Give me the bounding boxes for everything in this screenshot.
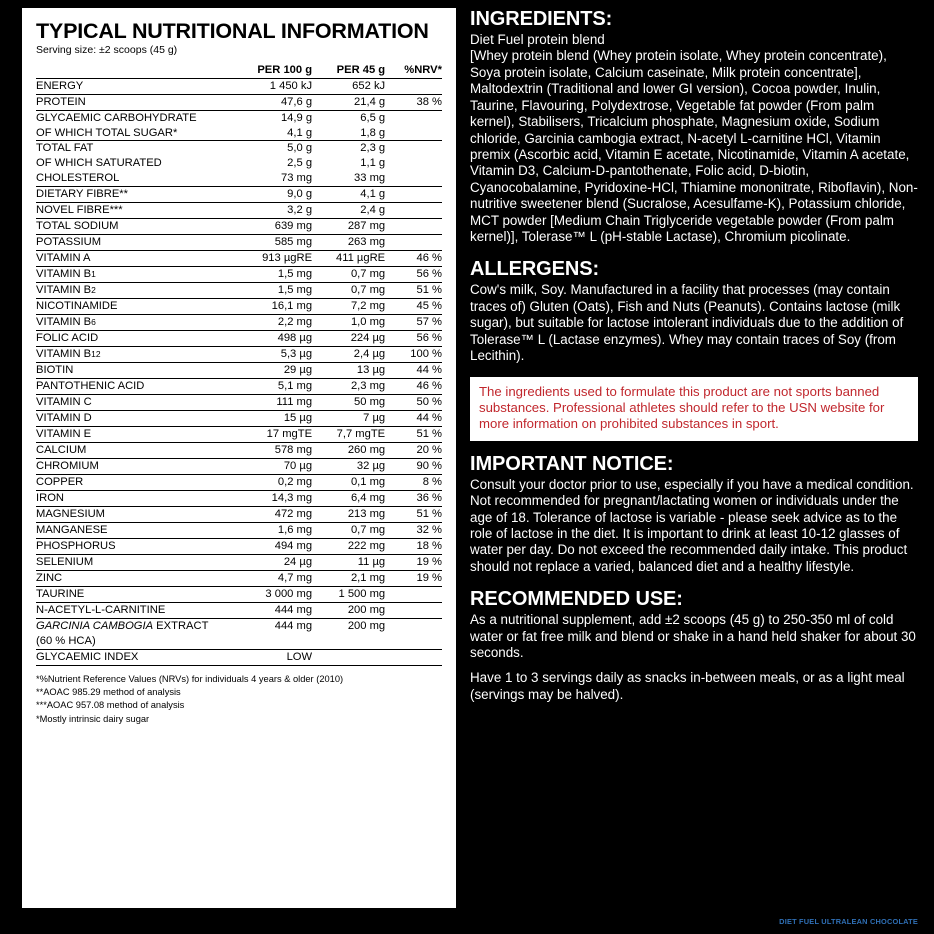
value-per-45g: 6,4 mg: [312, 491, 385, 507]
value-per-45g: 2,1 mg: [312, 571, 385, 587]
footnote-3: ***AOAC 957.08 method of analysis: [36, 700, 185, 711]
recommended-use-section: [470, 588, 918, 703]
value-nrv: 56 %: [385, 267, 442, 283]
value-nrv: [385, 219, 442, 235]
value-per-45g: 32 µg: [312, 459, 385, 475]
value-per-100g: 585 mg: [231, 235, 312, 251]
nutrient-name: VITAMIN E: [36, 427, 231, 443]
value-per-100g: 1 450 kJ: [231, 78, 312, 94]
value-nrv: [385, 141, 442, 156]
value-per-100g: 578 mg: [231, 443, 312, 459]
allergens-body: Cow's milk, Soy. Manufactured in a facility that processes (may contain traces of) Gluten (Oats), Fish and Nuts (Peanuts). Contains lactose (milk sugar), but suitable for lactose intolerant individuals due to the addition of Tolerase™ L (Lactase enzymes). Whey may contain traces of Soy (from Lecithin).: [470, 282, 904, 364]
value-per-45g: 2,4 g: [312, 203, 385, 219]
nutrient-name: PHOSPHORUS: [36, 539, 231, 555]
footnotes: [36, 673, 442, 726]
banned-substances-notice: [470, 377, 918, 441]
footnote-2: **AOAC 985.29 method of analysis: [36, 687, 181, 698]
value-per-45g: 2,4 µg: [312, 347, 385, 363]
table-row: [36, 283, 442, 299]
nutrient-name: FOLIC ACID: [36, 331, 231, 347]
table-row: [36, 126, 442, 141]
value-nrv: [385, 78, 442, 94]
value-per-100g: 9,0 g: [231, 187, 312, 203]
value-per-100g: 5,3 µg: [231, 347, 312, 363]
value-per-100g: 444 mg: [231, 603, 312, 619]
value-nrv: 36 %: [385, 491, 442, 507]
nutrient-name: DIETARY FIBRE**: [36, 187, 231, 203]
nutrient-name: BIOTIN: [36, 363, 231, 379]
value-nrv: 46 %: [385, 379, 442, 395]
nutrient-name: MANGANESE: [36, 523, 231, 539]
nutrient-name: CHOLESTEROL: [36, 171, 231, 186]
allergens-section: [470, 258, 918, 364]
value-per-45g: 2,3 mg: [312, 379, 385, 395]
value-nrv: [385, 110, 442, 125]
value-per-100g: 47,6 g: [231, 94, 312, 110]
ingredients-subline: Diet Fuel protein blend: [470, 32, 605, 47]
value-per-100g: 1,5 mg: [231, 283, 312, 299]
table-row: [36, 251, 442, 267]
table-row: [36, 203, 442, 219]
value-per-100g: LOW: [231, 649, 312, 665]
nutrient-name: NOVEL FIBRE***: [36, 203, 231, 219]
table-row: [36, 491, 442, 507]
recommended-use-para-2: Have 1 to 3 servings daily as snacks in-between meals, or as a light meal (servings may be halved).: [470, 670, 905, 702]
table-row: [36, 427, 442, 443]
value-nrv: 46 %: [385, 251, 442, 267]
nutrient-name: VITAMIN B1: [36, 267, 231, 283]
nutrient-name: CHROMIUM: [36, 459, 231, 475]
value-per-45g: 260 mg: [312, 443, 385, 459]
value-nrv: [385, 126, 442, 141]
value-per-45g: 11 µg: [312, 555, 385, 571]
table-row: [36, 219, 442, 235]
col-header-name: [36, 63, 231, 78]
value-per-45g: 21,4 g: [312, 94, 385, 110]
table-row: [36, 395, 442, 411]
table-row: [36, 523, 442, 539]
value-per-100g: 2,2 mg: [231, 315, 312, 331]
product-code-footer: DIET FUEL ULTRALEAN CHOCOLATE: [779, 917, 918, 926]
value-per-45g: 0,1 mg: [312, 475, 385, 491]
value-nrv: 90 %: [385, 459, 442, 475]
table-row: [36, 331, 442, 347]
value-per-100g: 29 µg: [231, 363, 312, 379]
value-per-45g: 1,8 g: [312, 126, 385, 141]
table-row: [36, 539, 442, 555]
value-per-100g: 111 mg: [231, 395, 312, 411]
value-per-45g: 222 mg: [312, 539, 385, 555]
recommended-use-para-1: As a nutritional supplement, add ±2 scoops (45 g) to 250-350 ml of cold water or fat free milk and blend or shake in a hand held shaker for about 30 seconds.: [470, 612, 916, 661]
value-nrv: 51 %: [385, 507, 442, 523]
value-nrv: 51 %: [385, 283, 442, 299]
value-per-100g: 472 mg: [231, 507, 312, 523]
value-per-100g: 444 mg: [274, 620, 313, 633]
value-nrv: 32 %: [385, 523, 442, 539]
value-per-45g: 2,3 g: [360, 142, 386, 155]
nutrition-title: TYPICAL NUTRITIONAL INFORMATION: [36, 19, 429, 43]
nutrient-name: CALCIUM: [36, 443, 231, 459]
important-notice-heading: IMPORTANT NOTICE:: [470, 452, 674, 475]
table-row: [36, 110, 442, 125]
ingredients-section: [470, 8, 918, 245]
value-nrv: [385, 587, 442, 603]
value-nrv: [385, 649, 442, 665]
table-row: [36, 315, 442, 331]
table-row: [36, 555, 442, 571]
table-row: [36, 571, 442, 587]
table-row: [36, 363, 442, 379]
table-row: [36, 379, 442, 395]
value-nrv: [385, 603, 442, 619]
value-per-45g: 200 mg: [347, 620, 386, 633]
value-per-100g: 5,0 g: [287, 142, 313, 155]
value-per-100g: 73 mg: [231, 171, 312, 186]
value-per-45g: 1,0 mg: [312, 315, 385, 331]
nutrient-name: VITAMIN A: [36, 251, 231, 267]
value-per-100g: 70 µg: [231, 459, 312, 475]
nutrient-name: GLYCAEMIC INDEX: [36, 649, 231, 665]
value-nrv: [385, 171, 442, 186]
value-per-45g: 1,1 g: [360, 157, 386, 170]
value-nrv: 45 %: [385, 299, 442, 315]
value-nrv: 51 %: [385, 427, 442, 443]
table-row: [36, 603, 442, 619]
nutrient-name: VITAMIN B12: [36, 347, 231, 363]
value-nrv: 20 %: [385, 443, 442, 459]
important-notice-section: [470, 453, 918, 576]
value-nrv: 38 %: [385, 94, 442, 110]
table-row: [36, 347, 442, 363]
value-per-100g: 16,1 mg: [231, 299, 312, 315]
table-row: [36, 619, 442, 634]
table-row: [36, 411, 442, 427]
value-nrv: 19 %: [385, 571, 442, 587]
value-per-100g: 4,7 mg: [231, 571, 312, 587]
nutrient-name: TAURINE: [36, 587, 231, 603]
value-per-100g: 913 µgRE: [231, 251, 312, 267]
value-per-100g: [231, 634, 312, 649]
nutrient-name: COPPER: [36, 475, 231, 491]
nutrition-table-body: [36, 78, 442, 665]
value-nrv: 8 %: [385, 475, 442, 491]
value-per-100g: 2,5 g: [287, 157, 313, 170]
nutrient-name: ZINC: [36, 571, 231, 587]
value-nrv: [385, 156, 442, 171]
value-per-45g: 33 mg: [312, 171, 385, 186]
serving-size: Serving size: ±2 scoops (45 g): [36, 43, 178, 56]
value-per-45g: 7 µg: [312, 411, 385, 427]
col-header-per100: PER 100 g: [231, 63, 312, 78]
table-row: [36, 187, 442, 203]
value-nrv: [385, 634, 442, 649]
nutrient-name: N-ACETYL-L-CARNITINE: [36, 603, 231, 619]
table-row: [36, 171, 442, 186]
value-per-100g: 14,3 mg: [231, 491, 312, 507]
nutrient-name: OF WHICH SATURATED: [36, 157, 162, 170]
nutrient-name: GARCINIA CAMBOGIA EXTRACT: [36, 620, 209, 633]
recommended-use-heading: RECOMMENDED USE:: [470, 588, 683, 611]
ingredients-heading: INGREDIENTS:: [470, 8, 613, 30]
nutrient-name: POTASSIUM: [36, 235, 231, 251]
table-row: [36, 475, 442, 491]
value-nrv: [385, 187, 442, 203]
value-per-45g: [312, 649, 385, 665]
value-nrv: [385, 619, 442, 634]
nutrient-name: TOTAL FAT: [36, 142, 94, 155]
nutrient-name: GLYCAEMIC CARBOHYDRATE: [36, 111, 197, 124]
value-per-45g: 7,2 mg: [312, 299, 385, 315]
nutrient-name: (60 % HCA): [36, 634, 231, 649]
value-per-100g: 494 mg: [231, 539, 312, 555]
table-row: [36, 634, 442, 649]
value-per-45g: 224 µg: [312, 331, 385, 347]
nutrient-name: ENERGY: [36, 78, 231, 94]
value-per-100g: 15 µg: [231, 411, 312, 427]
allergens-heading: ALLERGENS:: [470, 258, 600, 281]
value-per-100g: 3,2 g: [231, 203, 312, 219]
nutrition-panel: [22, 8, 456, 908]
value-per-100g: 17 mgTE: [231, 427, 312, 443]
value-nrv: 100 %: [385, 347, 442, 363]
ingredients-body: [Whey protein blend (Whey protein isolate, Whey protein concentrate), Soya protein isolate, Calcium caseinate, Milk protein concentrate], Maltodextrin (Traditional and lower GI version), Cocoa powder, Inulin, Taurine, Flavouring, Polydextrose, Vegetable fat powder (From palm kernel), Stabilisers, Tricalcium phosphate, Magnesium oxide, Sodium chloride, Garcinia cambogia extract, N-acetyl L-carnitine HCl, Vitamin premix (Ascorbic acid, Vitamin E acetate, Nicotinamide, Vitamin A acetate, Vitamin D3, Calcium-D-pantothenate, Folic acid, D-biotin, Cyanocobalamine, Pyridoxine-HCl, Thiamine mononitrate, Riboflavin), Non-nutritive sweetener blend (Sucralose, Acesulfame-K), Potassium chloride, MCT powder [Medium Chain Triglyceride vegetable powder (From palm kernel)], Tolerase™ L (pH-stable Lactase), Chromium picolinate.: [470, 48, 918, 245]
value-per-45g: 7,7 mgTE: [312, 427, 385, 443]
value-nrv: 57 %: [385, 315, 442, 331]
nutrient-name: TOTAL SODIUM: [36, 219, 231, 235]
table-row: [36, 443, 442, 459]
value-per-100g: 498 µg: [231, 331, 312, 347]
table-row: [36, 507, 442, 523]
table-row: [36, 235, 442, 251]
value-per-45g: 50 mg: [312, 395, 385, 411]
value-nrv: [385, 235, 442, 251]
value-per-100g: 0,2 mg: [231, 475, 312, 491]
important-notice-body: Consult your doctor prior to use, especially if you have a medical condition. Not recommended for pregnant/lactating women or individuals under the age of 18. Tolerance of lactose is variable - please seek advice as to the role of lactose in the diet. It is important to drink at least 10-12 glasses of water per day. Do not exceed the recommended daily intake. This product should not replace a varied, balanced diet and a healthy lifestyle.: [470, 476, 914, 574]
value-per-100g: 14,9 g: [280, 111, 313, 124]
value-per-100g: 1,6 mg: [231, 523, 312, 539]
value-per-45g: 287 mg: [312, 219, 385, 235]
value-per-45g: 213 mg: [312, 507, 385, 523]
nutrient-name: SELENIUM: [36, 555, 231, 571]
table-row: [36, 459, 442, 475]
value-per-100g: 24 µg: [231, 555, 312, 571]
value-per-100g: 4,1 g: [231, 126, 312, 141]
table-row: [36, 78, 442, 94]
nutrient-name: VITAMIN C: [36, 395, 231, 411]
table-row: [36, 587, 442, 603]
table-row: [36, 156, 442, 171]
info-panel: [470, 8, 918, 908]
nutrition-table: [36, 63, 442, 666]
value-per-45g: 0,7 mg: [312, 267, 385, 283]
nutrient-name: OF WHICH TOTAL SUGAR*: [36, 126, 231, 141]
nutrient-name: VITAMIN D: [36, 411, 231, 427]
value-per-100g: 639 mg: [231, 219, 312, 235]
nutrient-name: VITAMIN B2: [36, 283, 231, 299]
value-per-100g: 1,5 mg: [231, 267, 312, 283]
value-per-45g: 263 mg: [312, 235, 385, 251]
table-row: [36, 141, 442, 156]
value-nrv: 50 %: [385, 395, 442, 411]
nutrient-name: MAGNESIUM: [36, 507, 231, 523]
value-per-45g: 411 µgRE: [312, 251, 385, 267]
value-per-100g: 3 000 mg: [231, 587, 312, 603]
value-nrv: 56 %: [385, 331, 442, 347]
value-per-45g: 1 500 mg: [312, 587, 385, 603]
nutrient-name: PANTOTHENIC ACID: [36, 379, 231, 395]
col-header-nrv: %NRV*: [385, 63, 442, 78]
nutrient-name: NICOTINAMIDE: [36, 299, 231, 315]
value-per-100g: 5,1 mg: [231, 379, 312, 395]
value-nrv: [385, 203, 442, 219]
table-row: [36, 649, 442, 665]
col-header-per45: PER 45 g: [312, 63, 385, 78]
value-per-45g: 4,1 g: [312, 187, 385, 203]
table-row: [36, 94, 442, 110]
footnote-1: *%Nutrient Reference Values (NRVs) for individuals 4 years & older (2010): [36, 673, 344, 684]
table-header-row: [36, 63, 442, 78]
table-row: [36, 267, 442, 283]
nutrient-name: IRON: [36, 491, 231, 507]
table-row: [36, 299, 442, 315]
value-per-45g: [312, 634, 385, 649]
value-nrv: 44 %: [385, 411, 442, 427]
value-per-45g: 652 kJ: [312, 78, 385, 94]
value-nrv: 18 %: [385, 539, 442, 555]
value-per-45g: 6,5 g: [360, 111, 386, 124]
nutrient-name: PROTEIN: [36, 94, 231, 110]
value-per-45g: 13 µg: [312, 363, 385, 379]
value-per-45g: 0,7 mg: [312, 523, 385, 539]
value-nrv: 19 %: [385, 555, 442, 571]
footnote-4: *Mostly intrinsic dairy sugar: [36, 713, 150, 724]
value-per-45g: 0,7 mg: [312, 283, 385, 299]
value-per-45g: 200 mg: [312, 603, 385, 619]
value-nrv: 44 %: [385, 363, 442, 379]
nutrient-name: VITAMIN B6: [36, 315, 231, 331]
banned-substances-text: The ingredients used to formulate this product are not sports banned substances. Professional athletes should refer to the USN website for more information on prohibited substances in sport.: [479, 383, 885, 432]
